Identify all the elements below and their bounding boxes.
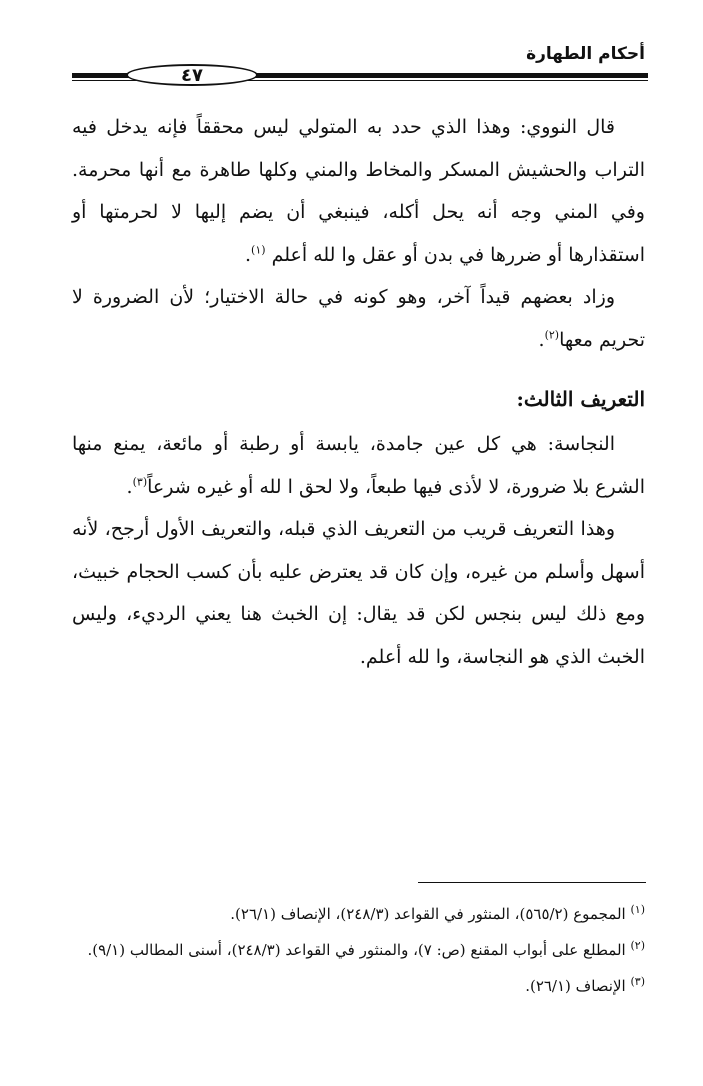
paragraph-end: .	[245, 243, 252, 266]
footnote-ref-3: (٣)	[132, 475, 148, 489]
footnote-number: (١)	[630, 903, 645, 916]
footnote-text: المجموع (٥٦٥/٢)، المنثور في القواعد (٢٤٨/٣)، الإنصاف (٢٦/١).	[230, 905, 626, 923]
footnote-3	[72, 968, 645, 1004]
footnote-ref-1: (١)	[251, 243, 266, 257]
paragraph-end: .	[126, 475, 133, 498]
paragraph-third-definition	[72, 423, 645, 508]
section-heading: التعريف الثالث:	[516, 387, 645, 411]
page-number-oval	[126, 64, 258, 86]
footnote-text: الإنصاف (٢٦/١).	[525, 977, 626, 995]
footnote-separator	[418, 882, 646, 883]
paragraph-additional-condition	[72, 276, 645, 361]
paragraph-text: قال النووي: وهذا الذي حدد به المتولي ليس محققاً فإنه يدخل فيه التراب والحشيش المسكر والمخاط والمني وكلها طاهرة مع أنها محرمة. وفي المني وجه أنه يحل أكله، فينبغي أن يضم إليها لا لحرمتها أو استقذارها أو ضررها في بدن أو عقل وا لله أعلم	[72, 116, 645, 266]
page-number: ٤٧	[181, 64, 203, 86]
footnote-text: المطلع على أبواب المقنع (ص: ٧)، والمنثور في القواعد (٢٤٨/٣)، أسنى المطالب (٩/١).	[87, 941, 626, 959]
footnote-number: (٣)	[630, 975, 645, 988]
paragraph-comparison: وهذا التعريف قريب من التعريف الذي قبله، والتعريف الأول أرجح، لأنه أسهل وأسلم من غيره، وإن كان قد يعترض عليه بأن كسب الحجام خبيث، ومع ذلك ليس بنجس لكن قد يقال: إن الخبث هنا يعني الرديء، وليس الخبث الذي هو النجاسة، وا لله أعلم.	[72, 518, 645, 668]
paragraph-text: النجاسة: هي كل عين جامدة، يابسة أو رطبة أو مائعة، يمنع منها الشرع بلا ضرورة، لا لأذى فيها طبعاً، ولا لحق ا لله أو غيره شرعاً	[72, 433, 645, 498]
paragraph-text: وزاد بعضهم قيداً آخر، وهو كونه في حالة الاختيار؛ لأن الضرورة لا تحريم معها	[72, 286, 645, 351]
running-title: أحكام الطهارة	[526, 44, 645, 64]
paragraph-end: .	[538, 328, 545, 351]
footnote-number: (٢)	[630, 939, 645, 952]
footnote-ref-2: (٢)	[544, 328, 560, 342]
header-rule	[72, 64, 648, 88]
main-text	[72, 106, 645, 678]
footnote-2	[72, 932, 645, 968]
footnote-1	[72, 896, 645, 932]
paragraph-nawawi-quote	[72, 106, 645, 276]
footnotes	[72, 896, 645, 1004]
